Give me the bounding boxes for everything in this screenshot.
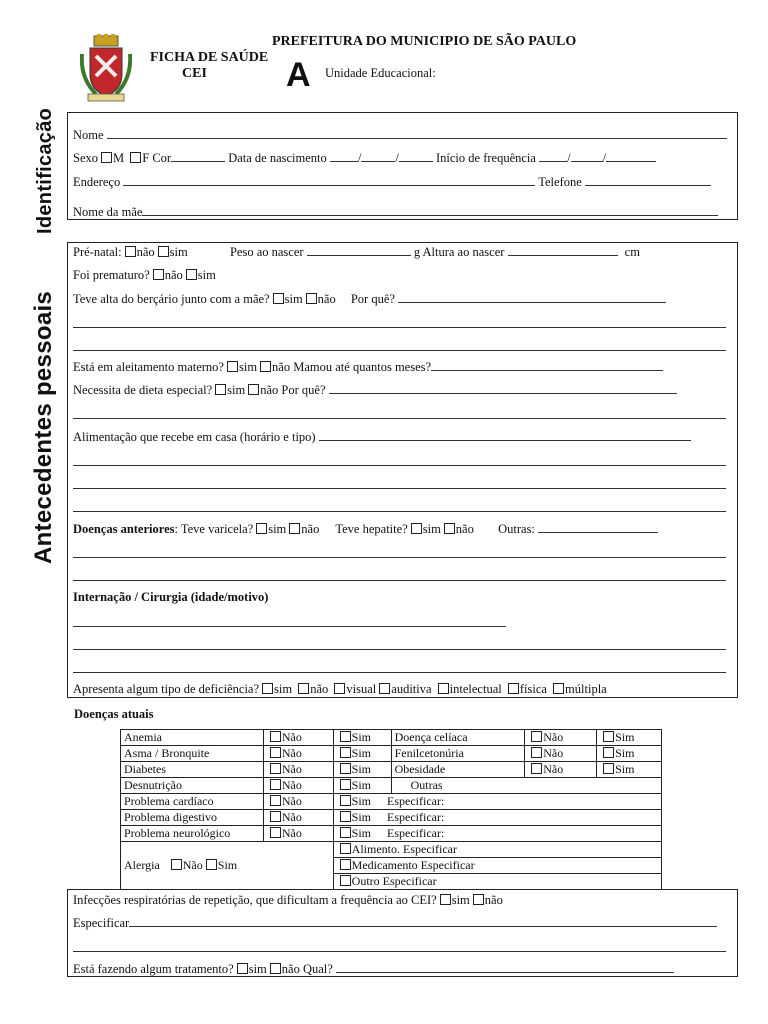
address-row — [73, 174, 711, 190]
nao-label: Não — [281, 794, 302, 808]
asthma-sim-checkbox[interactable] — [340, 747, 351, 758]
premature-row — [73, 267, 216, 283]
premature-sim-label: sim — [197, 268, 216, 282]
start-year-field[interactable] — [606, 150, 656, 162]
diet-why-field[interactable] — [329, 382, 677, 394]
allergy-medicine-label: Medicamento Especificar — [351, 858, 475, 872]
nao-label: Não — [281, 762, 302, 776]
nao-label: Não — [281, 730, 302, 744]
allergy-label: Alergia — [124, 858, 160, 872]
birth-weight-field[interactable] — [307, 244, 411, 256]
table-row — [121, 762, 662, 778]
sim-label: Sim — [351, 730, 372, 744]
disability-sim-label: sim — [274, 682, 293, 696]
prenatal-nao-checkbox[interactable] — [125, 246, 136, 257]
disability-fisica-checkbox[interactable] — [508, 683, 519, 694]
discharge-sim-checkbox[interactable] — [273, 293, 284, 304]
form-subtitle: CEI — [182, 66, 207, 81]
premature-sim-checkbox[interactable] — [186, 269, 197, 280]
allergy-medicine-checkbox[interactable] — [340, 859, 351, 870]
neuro-nao-checkbox[interactable] — [270, 827, 281, 838]
treatment-label: Está fazendo algum tratamento? — [73, 962, 234, 976]
infections-nao-checkbox[interactable] — [473, 894, 484, 905]
nao-label: Não — [281, 810, 302, 824]
disease-name: Problema neurológico — [121, 826, 264, 842]
varicella-nao-label: não — [301, 522, 320, 536]
outras-label: Outras — [410, 778, 443, 792]
blank-line[interactable] — [73, 350, 726, 351]
specify-label: Especificar: — [387, 794, 445, 808]
infections-specify-label: Especificar — [73, 916, 130, 930]
infections-question: Infecções respiratórias de repetição, que dificultam a frequência ao CEI? — [73, 893, 437, 907]
disability-row — [73, 681, 607, 697]
digestive-nao-checkbox[interactable] — [270, 811, 281, 822]
hospitalization-label: Internação / Cirurgia (idade/motivo) — [73, 590, 269, 604]
sim-label: Sim — [615, 762, 635, 776]
disease-name: Diabetes — [121, 762, 264, 778]
allergy-other-checkbox[interactable] — [340, 875, 351, 886]
hepatitis-sim-label: sim — [422, 522, 441, 536]
infections-nao-label: não — [484, 893, 503, 907]
blank-line[interactable] — [73, 649, 726, 650]
nao-label: Não — [281, 778, 302, 792]
disease-name: Fenilcetonúria — [391, 746, 525, 762]
specify-row — [73, 915, 717, 931]
varicella-sim-checkbox[interactable] — [256, 523, 267, 534]
birth-weight-label: Peso ao nascer — [229, 245, 304, 259]
blank-line[interactable] — [73, 327, 726, 328]
cardiac-sim-checkbox[interactable] — [340, 795, 351, 806]
treatment-row — [73, 961, 674, 977]
specify-label: Especificar: — [387, 826, 445, 840]
breastfeeding-nao-label: não — [272, 360, 291, 374]
other-diseases-field[interactable] — [538, 521, 658, 533]
treatment-nao-checkbox[interactable] — [270, 963, 281, 974]
treatment-sim-checkbox[interactable] — [237, 963, 248, 974]
discharge-label: Teve alta do berçário junto com a mãe? — [73, 292, 270, 306]
breastfed-months-field[interactable] — [431, 359, 663, 371]
birth-day-field[interactable] — [330, 150, 358, 162]
diet-nao-label: não — [260, 383, 279, 397]
hepatitis-sim-checkbox[interactable] — [411, 523, 422, 534]
other-diseases-label: Outras: — [498, 522, 535, 536]
disease-name: Problema cardíaco — [121, 794, 264, 810]
treatment-sim-label: sim — [248, 962, 267, 976]
sex-m-checkbox[interactable] — [101, 152, 112, 163]
birth-month-field[interactable] — [361, 150, 395, 162]
diabetes-sim-checkbox[interactable] — [340, 763, 351, 774]
feeding-row — [73, 429, 691, 445]
past-diseases-row: Doenças anteriores: Teve varicela? sim não Teve hepatite? sim não Outras: — [73, 521, 658, 537]
disease-name: Desnutrição — [121, 778, 264, 794]
disability-label: Apresenta algum tipo de deficiência? — [73, 682, 260, 696]
start-day-field[interactable] — [539, 150, 567, 162]
disability-multipla-checkbox[interactable] — [553, 683, 564, 694]
sex-f-label: F — [142, 151, 150, 165]
nao-label: Não — [281, 826, 302, 840]
allergy-food-checkbox[interactable] — [340, 843, 351, 854]
org-title: PREFEITURA DO MUNICIPIO DE SÃO PAULO — [272, 34, 577, 49]
infections-sim-checkbox[interactable] — [440, 894, 451, 905]
blank-line[interactable] — [73, 672, 726, 673]
anemia-sim-checkbox[interactable] — [340, 731, 351, 742]
color-label: Cor — [152, 151, 172, 165]
address-label: Endereço — [73, 175, 121, 189]
birth-height-label: Altura ao nascer — [422, 245, 505, 259]
specify-label: Especificar: — [387, 810, 445, 824]
disease-name: Doença celíaca — [391, 730, 525, 746]
premature-nao-checkbox[interactable] — [153, 269, 164, 280]
form-title: FICHA DE SAÚDE — [150, 50, 269, 65]
mother-label: Nome da mãe — [73, 205, 143, 219]
sex-f-checkbox[interactable] — [130, 152, 141, 163]
unit-label: Unidade Educacional: — [325, 66, 436, 80]
disability-multipla-label: múltipla — [565, 682, 607, 696]
infections-specify-field[interactable] — [129, 915, 717, 927]
hepatitis-nao-checkbox[interactable] — [444, 523, 455, 534]
name-field[interactable] — [107, 127, 727, 139]
celiac-nao-checkbox[interactable] — [531, 731, 542, 742]
hepatitis-label: Teve hepatite? — [335, 522, 408, 536]
name-label: Nome — [73, 128, 104, 142]
neuro-sim-checkbox[interactable] — [340, 827, 351, 838]
pku-sim-checkbox[interactable] — [603, 747, 614, 758]
cardiac-nao-checkbox[interactable] — [270, 795, 281, 806]
coat-of-arms-logo — [80, 34, 132, 104]
malnutrition-nao-checkbox[interactable] — [270, 779, 281, 790]
nao-label: Não — [543, 762, 564, 776]
section-identificacao: Identificação — [34, 107, 56, 234]
disease-name: Anemia — [121, 730, 264, 746]
feeding-label: Alimentação que recebe em casa (horário e tipo) — [73, 430, 316, 444]
name-row — [73, 127, 727, 143]
birth-year-field[interactable] — [399, 150, 433, 162]
blank-line[interactable] — [73, 465, 726, 466]
infections-sim-label: sim — [451, 893, 470, 907]
start-date-label: Início de frequência — [436, 151, 536, 165]
history-box — [67, 242, 738, 698]
disability-nao-label: não — [310, 682, 329, 696]
birthdate-label: Data de nascimento — [228, 151, 327, 165]
nao-label: Não — [182, 858, 203, 872]
diet-nao-checkbox[interactable] — [248, 384, 259, 395]
sim-label: Sim — [351, 794, 372, 808]
celiac-sim-checkbox[interactable] — [603, 731, 614, 742]
table-row — [121, 826, 662, 842]
disability-intelectual-checkbox[interactable] — [438, 683, 449, 694]
diet-label: Necessita de dieta especial? — [73, 383, 213, 397]
blank-line[interactable] — [73, 488, 726, 489]
disability-fisica-label: física — [519, 682, 547, 696]
disability-sim-checkbox[interactable] — [262, 683, 273, 694]
allergy-cell — [121, 842, 334, 890]
disease-name: Obesidade — [391, 762, 525, 778]
feeding-field[interactable] — [319, 429, 691, 441]
diet-row — [73, 382, 677, 398]
breastfeeding-nao-checkbox[interactable] — [260, 361, 271, 372]
blank-line[interactable] — [73, 626, 506, 627]
allergy-other-label: Outro Especificar — [351, 874, 437, 888]
blank-line[interactable] — [73, 951, 726, 952]
breastfeeding-sim-checkbox[interactable] — [227, 361, 238, 372]
sim-label: Sim — [351, 762, 372, 776]
discharge-why-field[interactable] — [398, 291, 666, 303]
blank-line[interactable] — [73, 418, 726, 419]
blank-line[interactable] — [73, 557, 726, 558]
disease-name — [391, 778, 661, 794]
nao-label: Não — [543, 746, 564, 760]
prenatal-row — [73, 244, 640, 260]
treatment-which-label: Qual? — [302, 962, 333, 976]
sim-label: Sim — [615, 730, 635, 744]
prenatal-sim-label: sim — [169, 245, 188, 259]
diet-sim-label: sim — [227, 383, 246, 397]
sex-m-label: M — [113, 151, 125, 165]
allergy-food-label: Alimento. Especificar — [351, 842, 457, 856]
past-diseases-label: Doenças anteriores — [73, 522, 175, 536]
discharge-why-label: Por quê? — [350, 292, 395, 306]
disease-name: Problema digestivo — [121, 810, 264, 826]
malnutrition-sim-checkbox[interactable] — [340, 779, 351, 790]
discharge-row — [73, 291, 666, 307]
hepatitis-nao-label: não — [455, 522, 474, 536]
discharge-nao-label: não — [317, 292, 336, 306]
table-row — [121, 730, 662, 746]
obesity-sim-checkbox[interactable] — [603, 763, 614, 774]
asthma-nao-checkbox[interactable] — [270, 747, 281, 758]
mother-field[interactable] — [142, 204, 718, 216]
diabetes-nao-checkbox[interactable] — [270, 763, 281, 774]
table-row — [121, 794, 662, 810]
varicella-label: Teve varicela? — [180, 522, 254, 536]
prenatal-nao-label: não — [136, 245, 155, 259]
nao-label: Não — [281, 746, 302, 760]
table-row — [121, 842, 662, 858]
sim-label: Sim — [615, 746, 635, 760]
current-diseases-table — [120, 729, 662, 890]
breastfeeding-sim-label: sim — [238, 360, 258, 374]
allergy-nao-checkbox[interactable] — [171, 859, 182, 870]
table-row — [121, 810, 662, 826]
disability-visual-checkbox[interactable] — [334, 683, 345, 694]
sim-label: Sim — [351, 826, 372, 840]
sex-label: Sexo — [73, 151, 98, 165]
cm-unit: cm — [624, 245, 640, 259]
discharge-nao-checkbox[interactable] — [306, 293, 317, 304]
color-field[interactable] — [171, 150, 225, 162]
sim-label: Sim — [217, 858, 238, 872]
premature-nao-label: não — [164, 268, 183, 282]
blank-line[interactable] — [73, 580, 726, 581]
table-row — [121, 778, 662, 794]
disability-intelectual-label: intelectual — [449, 682, 502, 696]
blank-line[interactable] — [73, 511, 726, 512]
prenatal-label: Pré-natal: — [73, 245, 122, 259]
diet-why-label: Por quê? — [281, 383, 326, 397]
infections-row — [73, 892, 503, 908]
breastfed-months-label: Mamou até quantos meses? — [293, 360, 432, 374]
digestive-sim-checkbox[interactable] — [340, 811, 351, 822]
birth-height-field[interactable] — [508, 244, 618, 256]
table-row — [121, 746, 662, 762]
diet-sim-checkbox[interactable] — [215, 384, 226, 395]
current-diseases-title: Doenças atuais — [74, 707, 154, 721]
anemia-nao-checkbox[interactable] — [270, 731, 281, 742]
disability-nao-checkbox[interactable] — [298, 683, 309, 694]
sim-label: Sim — [351, 778, 372, 792]
sex-row: Sexo M F Cor Data de nascimento / / Início de frequência / / — [73, 150, 656, 166]
phone-label: Telefone — [538, 175, 582, 189]
disability-auditiva-checkbox[interactable] — [379, 683, 390, 694]
allergy-sim-checkbox[interactable] — [206, 859, 217, 870]
breastfeeding-label: Está em aleitamento materno? — [73, 360, 224, 374]
premature-label: Foi prematuro? — [73, 268, 150, 282]
varicella-sim-label: sim — [268, 522, 287, 536]
treatment-nao-label: não — [281, 962, 300, 976]
disability-visual-label: visual — [346, 682, 377, 696]
mother-row — [73, 204, 718, 220]
start-month-field[interactable] — [571, 150, 603, 162]
section-antecedentes: Antecedentes pessoais — [30, 290, 57, 564]
discharge-sim-label: sim — [284, 292, 303, 306]
breastfeeding-row — [73, 359, 663, 375]
address-field[interactable] — [123, 174, 535, 186]
sim-label: Sim — [351, 810, 372, 824]
phone-field[interactable] — [585, 174, 711, 186]
grams-unit: g — [413, 245, 421, 259]
prenatal-sim-checkbox[interactable] — [158, 246, 169, 257]
nao-label: Não — [543, 730, 564, 744]
sim-label: Sim — [351, 746, 372, 760]
disability-auditiva-label: auditiva — [391, 682, 432, 696]
pku-nao-checkbox[interactable] — [531, 747, 542, 758]
form-letter: A — [286, 56, 311, 94]
varicella-nao-checkbox[interactable] — [289, 523, 300, 534]
disease-name: Asma / Bronquite — [121, 746, 264, 762]
obesity-nao-checkbox[interactable] — [531, 763, 542, 774]
treatment-which-field[interactable] — [336, 961, 674, 973]
